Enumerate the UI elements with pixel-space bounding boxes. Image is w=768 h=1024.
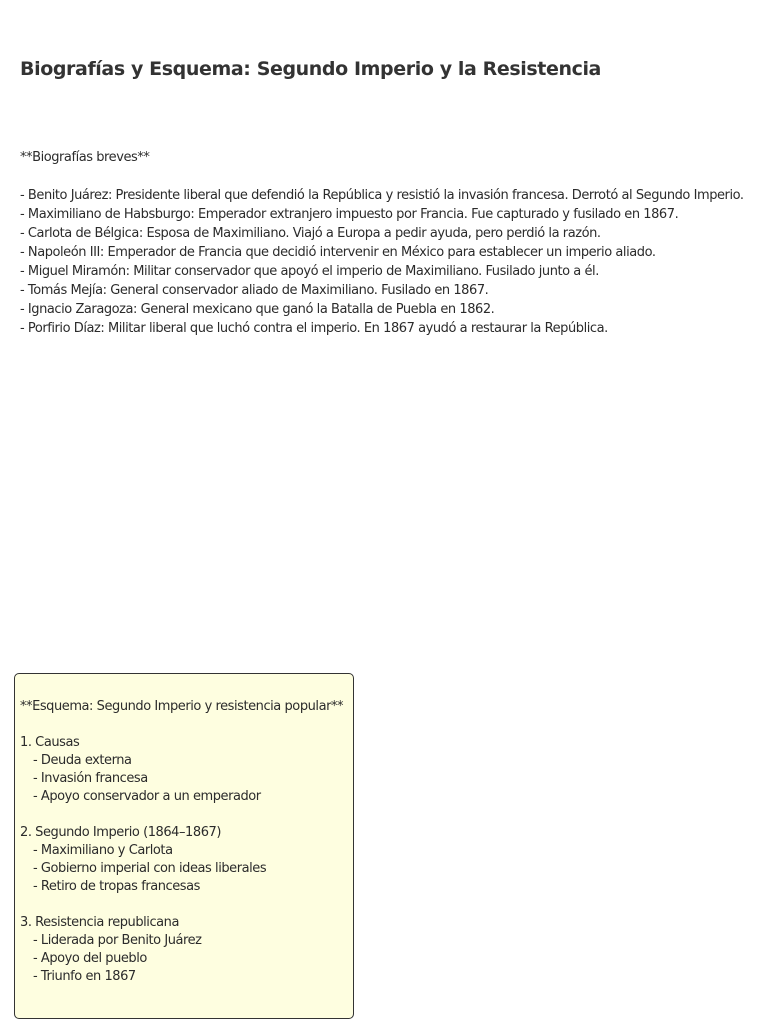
outline-sub-item: - Deuda externa [33,753,132,768]
outline-sub-item: - Maximiliano y Carlota [33,843,173,858]
outline-group-title: 3. Resistencia republicana [20,915,179,930]
outline-group-segundo-imperio [20,824,353,896]
biography-ignacio-zaragoza: - Ignacio Zaragoza: General mexicano que ganó la Batalla de Puebla en 1862. [20,302,495,317]
outline-group-title: 2. Segundo Imperio (1864–1867) [20,825,221,840]
page-title: Biografías y Esquema: Segundo Imperio y la Resistencia [20,58,601,80]
biography-benito-juarez: - Benito Juárez: Presidente liberal que defendió la República y resistió la invasión francesa. Derrotó al Segundo Imperio. [20,188,744,203]
biography-tomas-mejia: - Tomás Mejía: General conservador aliado de Maximiliano. Fusilado en 1867. [20,283,489,298]
biography-porfirio-diaz: - Porfirio Díaz: Militar liberal que luchó contra el imperio. En 1867 ayudó a restaurar la República. [20,321,608,336]
outline-group-title: 1. Causas [20,735,80,750]
outline-group-causas [20,734,353,806]
biography-napoleon-iii: - Napoleón III: Emperador de Francia que decidió intervenir en México para establecer un imperio aliado. [20,245,656,260]
outline-heading: **Esquema: Segundo Imperio y resistencia popular** [20,699,344,714]
outline-sub-item: - Apoyo conservador a un emperador [33,789,261,804]
outline-group-resistencia [20,914,353,986]
biography-maximiliano: - Maximiliano de Habsburgo: Emperador extranjero impuesto por Francia. Fue capturado y fusilado en 1867. [20,207,679,222]
biography-carlota: - Carlota de Bélgica: Esposa de Maximiliano. Viajó a Europa a pedir ayuda, pero perdió la razón. [20,226,601,241]
biographies-section [20,148,766,338]
outline-sub-list [20,752,353,806]
outline-sub-item: - Invasión francesa [33,771,148,786]
biographies-list [20,186,766,338]
biographies-heading: **Biografías breves** [20,150,150,165]
outline-sub-item: - Triunfo en 1867 [33,969,136,984]
outline-sub-item: - Liderada por Benito Juárez [33,933,202,948]
outline-sub-item: - Apoyo del pueblo [33,951,147,966]
outline-sub-item: - Retiro de tropas francesas [33,879,200,894]
outline-sub-item: - Gobierno imperial con ideas liberales [33,861,267,876]
biography-miguel-miramon: - Miguel Miramón: Militar conservador que apoyó el imperio de Maximiliano. Fusilado junto a él. [20,264,599,279]
outline-box [14,673,354,1019]
outline-sub-list [20,932,353,986]
outline-sub-list [20,842,353,896]
